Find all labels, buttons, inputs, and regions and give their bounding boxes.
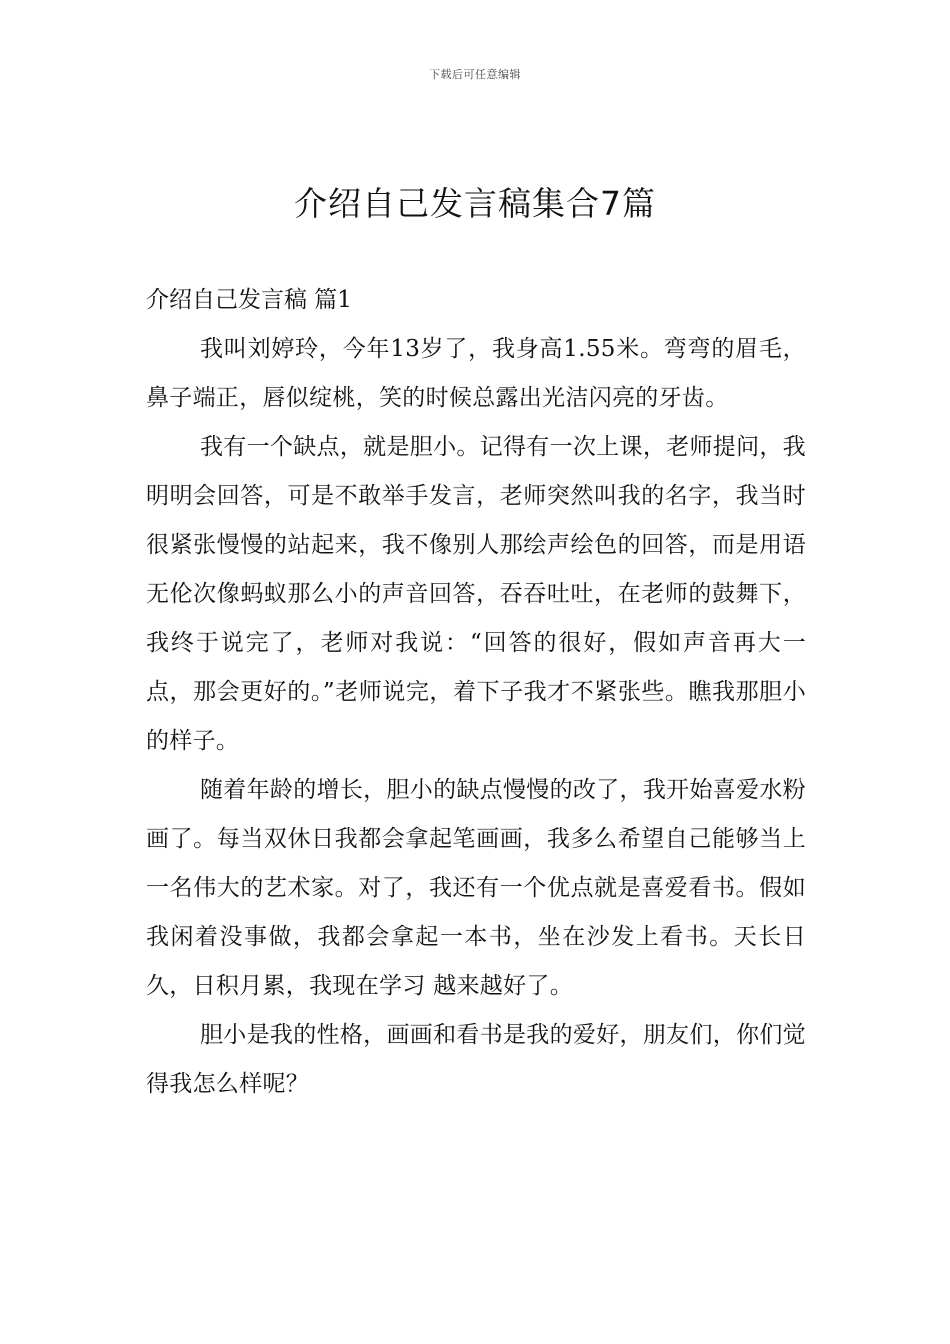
paragraph-3: 随着年龄的增长，胆小的缺点慢慢的改了，我开始喜爱水粉画了。每当双休日我都会拿起笔画画，我多么希望自己能够当上一名伟大的艺术家。对了，我还有一个优点就是喜爱看书。假如我闲着没事做，我都会拿起一本书，坐在沙发上看书。天长日久，日积月累，我现在学习 越来越好了。 bbox=[146, 777, 806, 999]
paragraph-2: 我有一个缺点，就是胆小。记得有一次上课，老师提问，我明明会回答，可是不敢举手发言，老师突然叫我的名字，我当时很紧张慢慢的站起来，我不像别人那绘声绘色的回答，而是用语无伦次像蚂蚁那么小的声音回答，吞吞吐吐，在老师的鼓舞下，我终于说完了，老师对我说：“回答的很好，假如声音再大一点，那会更好的。”老师说完，着下子我才不紧张些。瞧我那胆小的样子。 bbox=[146, 434, 806, 754]
section-heading: 介绍自己发言稿 篇1 bbox=[146, 287, 352, 313]
document-body bbox=[146, 276, 806, 1109]
document-title: 介绍自己发言稿集合7篇 bbox=[294, 184, 656, 223]
paragraph-4: 胆小是我的性格，画画和看书是我的爱好，朋友们，你们觉得我怎么样呢？ bbox=[146, 1022, 806, 1097]
paragraph-1: 我叫刘婷玲，今年13岁了，我身高1.55米。弯弯的眉毛，鼻子端正，唇似绽桃，笑的时候总露出光洁闪亮的牙齿。 bbox=[146, 336, 806, 411]
header-note: 下载后可任意编辑 bbox=[429, 68, 521, 81]
